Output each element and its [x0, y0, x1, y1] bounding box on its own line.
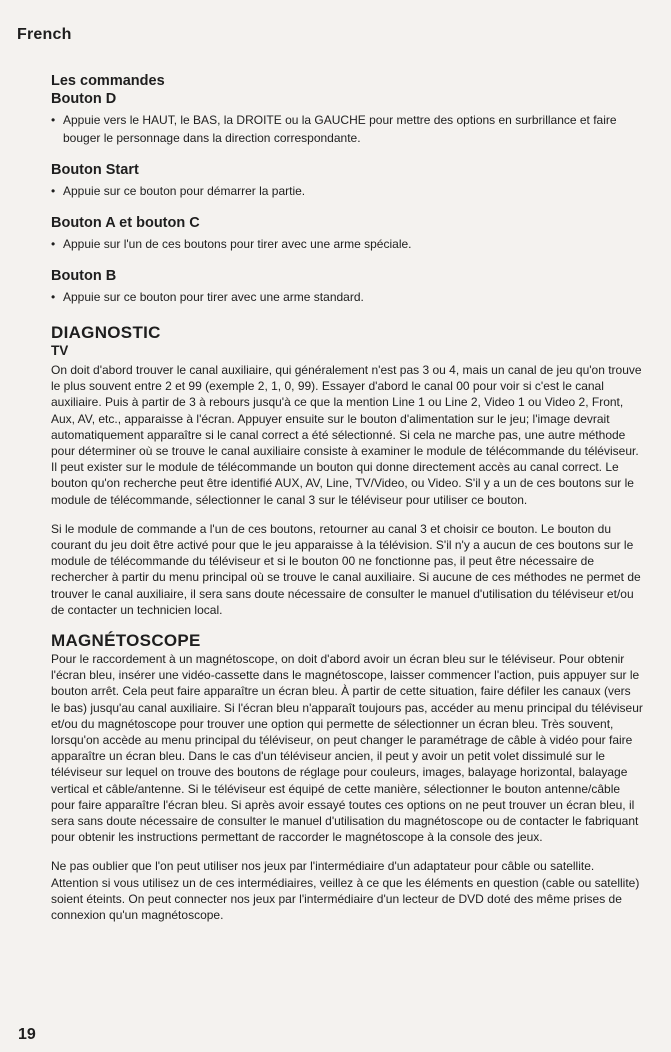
- command-description: • Appuie sur l'un de ces boutons pour tirer avec une arme spéciale.: [51, 237, 412, 251]
- command-description: • Appuie sur ce bouton pour tirer avec une arme standard.: [51, 290, 364, 304]
- language-label: French: [17, 26, 72, 43]
- command-description: • Appuie vers le HAUT, le BAS, la DROITE ou la GAUCHE pour mettre des options en surbrillance et faire bouger le personnage dans la direction correspondante.: [51, 113, 617, 145]
- vcr-paragraph: Ne pas oublier que l'on peut utiliser nos jeux par l'intermédiaire d'un adaptateur pour câble ou satellite. Attention si vous utilisez un de ces intermédiaires, veillez à ce que les éléments en question (cable ou satellite) soient éteints. On peut connecter nos jeux par l'intermédiaire d'un lecteur de DVD doté des même prises de connexion qu'un magnétoscope.: [51, 859, 640, 923]
- bullet-icon: •: [51, 237, 56, 251]
- bullet-icon: •: [51, 290, 56, 304]
- page-number: 19: [18, 1026, 36, 1043]
- command-name: Bouton B: [51, 268, 117, 284]
- command-a-c-buttons: [51, 214, 643, 253]
- manual-content: [51, 72, 643, 936]
- command-name: Bouton A et bouton C: [51, 215, 200, 231]
- command-name: Bouton D: [51, 91, 117, 107]
- vcr-paragraph: Pour le raccordement à un magnétoscope, on doit d'abord avoir un écran bleu sur le téléviseur. Pour obtenir l'écran bleu, insérer une vidéo-cassette dans le magnétoscope, laisser commencer l'action, puis appuyer sur le bouton arrêt. Cela peut faire apparaître un écran bleu. À partir de cette situation, faire défiler les canaux (vers le bas) jusqu'au canal auxiliaire. Si l'écran bleu n'apparaît toujours pas, accéder au menu principal du téléviseur et/ou du magnétoscope pour trouver une option qui permette de sélectionner un écran bleu. Très souvent, lorsqu'on accède au menu principal du téléviseur, on peut changer le paramétrage de câble à vidéo pour faire apparaître un écran bleu. Dans le cas d'un téléviseur ancien, il peut y avoir un petit volet dissimulé sur le téléviseur sur lequel on trouve des boutons de réglage pour couleurs, images, balayage horizontal, balayage vertical et câble/antenne. Si le téléviseur est équipé de cette manière, sélectionner le bouton antenne/câble pour faire apparaître l'écran bleu. Si après avoir essayé toutes ces options on ne peut trouver un écran bleu, il sera sans doute nécessaire de consulter le manuel d'utilisation du magnétoscope ou de contacter le fabriquant pour obtenir les instructions permettant de raccorder le magnétoscope à la console des jeux.: [51, 652, 643, 845]
- command-b-button: [51, 267, 643, 306]
- command-name: Bouton Start: [51, 162, 139, 178]
- command-description: • Appuie sur ce bouton pour démarrer la partie.: [51, 184, 306, 198]
- bullet-icon: •: [51, 113, 56, 127]
- tv-paragraph: On doit d'abord trouver le canal auxiliaire, qui généralement n'est pas 3 ou 4, mais un canal de jeu qu'on trouve le plus souvent entre 2 et 99 (exemple 2, 1, 0, 99). Essayer d'abord le canal 00 pour voir si c'est le canal auxiliaire. Puis à partir de 3 à rebours jusqu'à ce que la mention Line 1 ou Line 2, Video 1 ou Video 2, Front, Aux, AV, etc., apparaisse à l'écran. Appuyer ensuite sur le bouton d'alimentation sur le jeu; l'image devrait automatiquement apparaître si le canal correct a été sélectionné. Si cela ne marche pas, une autre méthode pour déterminer où se trouve le canal auxiliaire consiste à examiner le module de télécommande du téléviseur. Il peut exister sur le module de télécommande un bouton qui donne directement accès au canal correct. Le bouton qu'on recherche peut être identifié AUX, AV, Line, TV/Video, ou Video. S'il y a un de ces boutons sur le module de télécommande, sélectionner le canal 3 sur le téléviseur pour utiliser ce bouton.: [51, 363, 642, 507]
- bullet-icon: •: [51, 184, 56, 198]
- commands-title: Les commandes: [51, 73, 165, 89]
- diagnostic-title: DIAGNOSTIC: [51, 323, 161, 342]
- tv-paragraph: Si le module de commande a l'un de ces boutons, retourner au canal 3 et choisir ce bouton. Le bouton du courant du jeu doit être activé pour que le jeu apparaisse à la télévision. S'il n'y a aucun de ces boutons sur le module de télécommande du téléviseur et si le bouton 00 ne fonctionne pas, il peut être nécessaire de rechercher à partir du menu principal où se trouve le canal auxiliaire. Si aucune de ces méthodes ne permet de trouver le canal auxiliaire, il sera sans doute nécessaire de consulter le manuel d'utilisation du téléviseur et/ou de contacter un technicien local.: [51, 521, 641, 617]
- vcr-title: MAGNÉTOSCOPE: [51, 631, 201, 651]
- tv-title: TV: [51, 343, 69, 358]
- command-d-button: [51, 90, 643, 147]
- command-start-button: [51, 161, 643, 200]
